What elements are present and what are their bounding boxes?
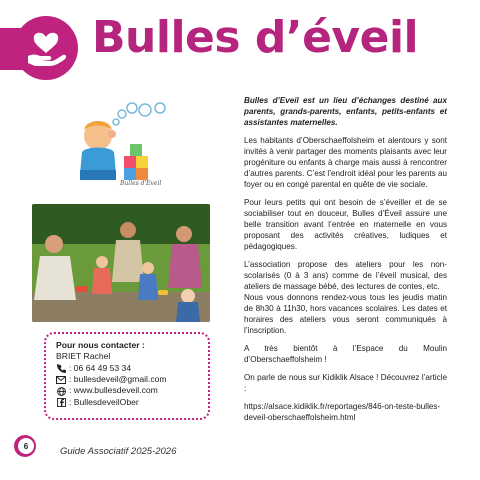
page-title: Bulles d’éveil: [92, 12, 419, 63]
contact-title: Pour nous contacter :: [56, 340, 145, 350]
contact-email-row: [56, 374, 198, 385]
article-intro: Bulles d’Eveil est un lieu d’échanges destiné aux parents, grands-parents, enfants, petits-enfants et assistantes maternelles.: [244, 96, 447, 127]
phone-icon: [56, 364, 66, 373]
article-paragraph: Les habitants d’Oberschaeffolsheim et alentours y sont invités à venir partager des moments plaisants avec leur progéniture ou enfants à charge mais aussi à rencontrer d’autres parents. C’est l’endroit idéal pour les parents au foyer ou en congé parental en quête de vie sociale.: [244, 136, 447, 189]
footer-label: Guide Associatif 2025-2026: [60, 446, 177, 457]
contact-email[interactable]: : bullesdeveil@gmail.com: [69, 374, 167, 385]
article-paragraph: On parle de nous sur Kidiklik Alsace ! Découvrez l’article :: [244, 373, 447, 393]
contact-box: [44, 332, 210, 420]
contact-name: BRIET Rachel: [56, 351, 111, 362]
contact-phone-row: [56, 363, 198, 374]
contact-phone[interactable]: : 06 64 49 53 34: [69, 362, 132, 373]
article-paragraph: A très bientôt à l’Espace du Moulin d’Oberschaeffolsheim !: [244, 344, 447, 364]
contact-facebook-row: [56, 397, 198, 408]
heart-in-hand-icon: [14, 16, 78, 80]
page-number-badge: [14, 435, 36, 457]
facebook-icon: [56, 398, 66, 407]
article-body: [244, 95, 447, 430]
bulles-deveil-logo: [70, 100, 180, 190]
article-paragraph: L’association propose des ateliers pour les non-scolarisés (0 à 3 ans) comme de l’éveil musical, des ateliers de massage bébé, des lectures de contes, etc.: [244, 260, 447, 291]
contact-website-row: [56, 385, 198, 396]
contact-facebook[interactable]: : BullesdeveilOber: [69, 396, 139, 407]
children-outdoor-activity-photo: [32, 204, 210, 322]
article-link[interactable]: https://alsace.kidiklik.fr/reportages/846-on-teste-bulles-deveil-oberschaeffolsheim.html: [244, 402, 441, 422]
article-paragraph: Nous vous donnons rendez-vous tous les jeudis matin de 8h30 à 11h30, hors vacances scolaires. Les dates et horaires des ateliers vous seront communiqués à l’inscription.: [244, 293, 447, 335]
globe-icon: [56, 387, 66, 396]
article-paragraph: Pour leurs petits qui ont besoin de s’éveiller et de se sociabiliser tout en douceur, Bulles d’Éveil assure une belle transition avant l’entrée en maternelle en vous proposant des activités créatives, ludiques et pédagogiques.: [244, 198, 447, 251]
page-number: 6: [18, 438, 34, 454]
contact-website[interactable]: : www.bullesdeveil.com: [69, 385, 158, 396]
envelope-icon: [56, 375, 66, 384]
logo-caption: Bulles d'Eveil: [120, 180, 162, 187]
